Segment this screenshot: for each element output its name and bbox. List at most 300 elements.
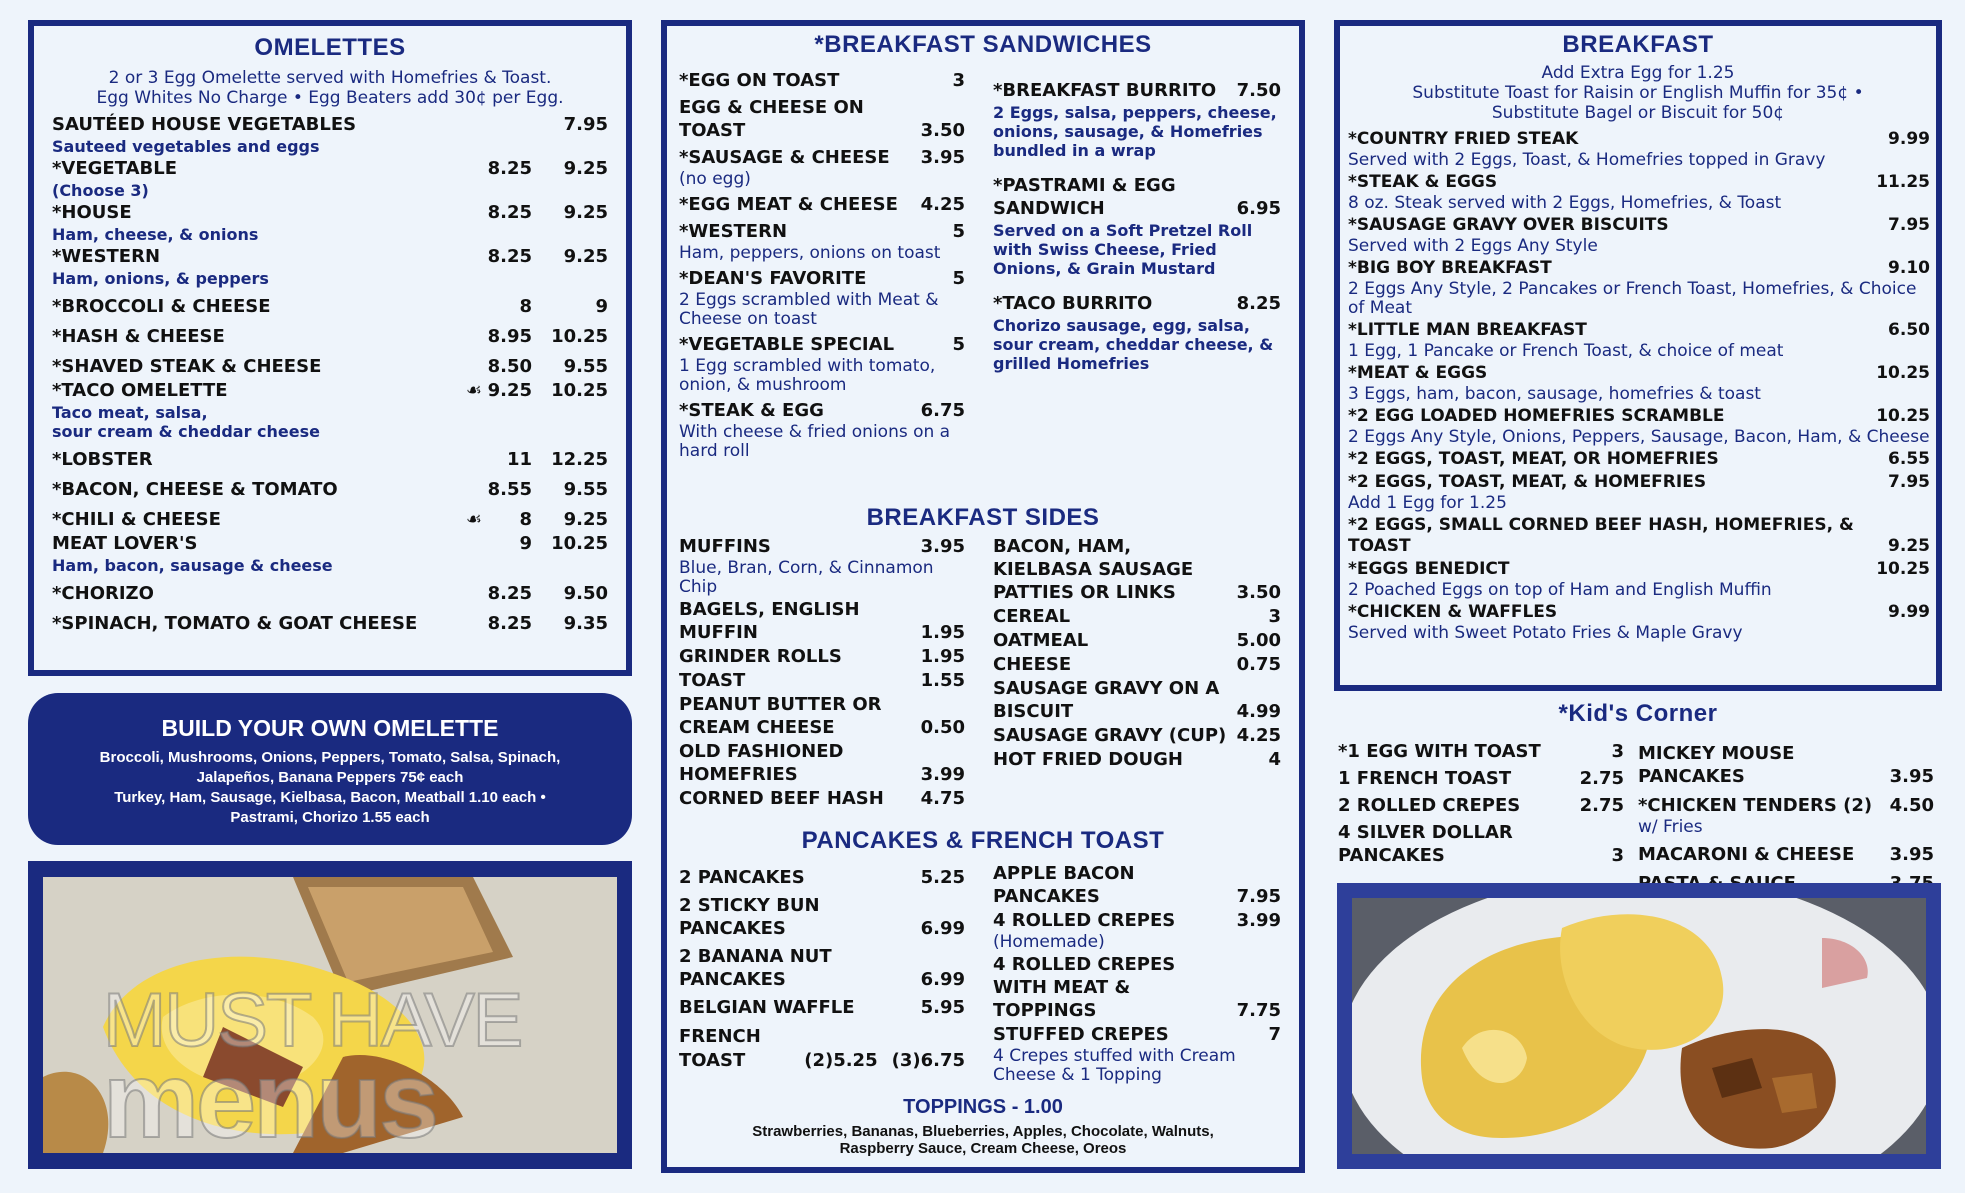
kids-item-price: 2.75 bbox=[1579, 768, 1624, 789]
breakfast-item-price: 9.25 bbox=[1888, 536, 1930, 556]
side-item-name: OLD FASHIONED HOMEFRIES bbox=[679, 741, 844, 785]
omelette-item-price-2egg: 8.50 bbox=[487, 356, 532, 377]
breakfast-item-price: 10.25 bbox=[1876, 559, 1930, 579]
sandwich-item bbox=[679, 69, 965, 92]
omelette-item bbox=[52, 533, 608, 575]
omelette-item-price-2egg: 8.25 bbox=[487, 246, 532, 267]
omelette-item bbox=[52, 202, 608, 244]
kids-item-name: *1 EGG WITH TOAST bbox=[1338, 741, 1541, 762]
breakfast-note-line1: Add Extra Egg for 1.25 bbox=[1541, 63, 1735, 83]
pancakes-title: PANCAKES & FRENCH TOAST bbox=[801, 827, 1165, 854]
breakfast-item bbox=[1348, 258, 1930, 318]
pancake-item-price: 3.99 bbox=[1236, 910, 1281, 931]
pancake-item-row bbox=[993, 1023, 1281, 1046]
benedict-photo-art bbox=[1352, 898, 1926, 1154]
breakfast-item-price: 9.99 bbox=[1888, 129, 1930, 149]
omelette-item-name: *VEGETABLE bbox=[52, 158, 178, 179]
kids-item bbox=[1638, 742, 1934, 788]
pancake-item bbox=[993, 1023, 1281, 1085]
sandwich-item-price: 3.95 bbox=[920, 147, 965, 168]
breakfast-item-desc: Served with 2 Eggs, Toast, & Homefries topped in Gravy bbox=[1348, 150, 1826, 170]
breakfast-item-row bbox=[1348, 559, 1930, 580]
pancakes-right-list bbox=[993, 861, 1281, 1085]
sandwich-item bbox=[993, 174, 1281, 278]
breakfast-list bbox=[1348, 129, 1930, 643]
side-item-price: 3.99 bbox=[920, 764, 965, 785]
pancake-item bbox=[993, 953, 1281, 1022]
side-item-name: MUFFINS bbox=[679, 536, 771, 557]
breakfast-item-row bbox=[1348, 406, 1930, 427]
omelette-item bbox=[52, 246, 608, 288]
sandwich-item-price: 5 bbox=[952, 268, 965, 289]
sandwich-item bbox=[993, 79, 1281, 160]
sandwich-item-price: 8.25 bbox=[1236, 293, 1281, 314]
omelette-item-desc: Ham, cheese, & onions bbox=[52, 225, 259, 244]
breakfast-item-name: *CHICKEN & WAFFLES bbox=[1348, 602, 1558, 622]
breakfast-item-row bbox=[1348, 258, 1930, 279]
breakfast-section bbox=[1334, 20, 1942, 691]
omelette-item bbox=[52, 296, 608, 318]
sandwich-item-desc: 1 Egg scrambled with tomato, onion, & mushroom bbox=[679, 356, 936, 395]
toppings-block bbox=[667, 1096, 1299, 1157]
side-item bbox=[993, 724, 1281, 747]
side-item bbox=[993, 748, 1281, 771]
omelette-item-price-2egg: 9.25 bbox=[487, 380, 532, 401]
sandwich-item-row bbox=[993, 79, 1281, 102]
omelette-item-row bbox=[52, 479, 608, 501]
side-item-price: 0.50 bbox=[920, 717, 965, 738]
omelette-photo-frame bbox=[28, 861, 632, 1169]
pancake-item-name: APPLE BACON PANCAKES bbox=[993, 863, 1135, 907]
breakfast-title: BREAKFAST bbox=[1562, 31, 1714, 58]
sandwich-item-price: 3 bbox=[952, 70, 965, 91]
pancake-item-name: STUFFED CREPES bbox=[993, 1024, 1169, 1045]
pancake-item-price: 5.95 bbox=[920, 997, 965, 1018]
omelette-item-desc: Ham, onions, & peppers bbox=[52, 269, 269, 288]
breakfast-item-row bbox=[1348, 602, 1930, 623]
sandwich-item-desc: 2 Eggs, salsa, peppers, cheese, onions, sausage, & Homefries bundled in a wrap bbox=[993, 103, 1277, 160]
breakfast-item-desc: 1 Egg, 1 Pancake or French Toast, & choice of meat bbox=[1348, 341, 1784, 361]
sandwich-item-row bbox=[679, 69, 965, 92]
build-own-title: BUILD YOUR OWN OMELETTE bbox=[161, 715, 499, 741]
breakfast-item-desc: 2 Eggs Any Style, Onions, Peppers, Sausage, Bacon, Ham, & Cheese bbox=[1348, 427, 1930, 447]
sandwich-item bbox=[679, 220, 965, 263]
breakfast-item-name: *EGGS BENEDICT bbox=[1348, 559, 1510, 579]
side-item-row bbox=[679, 535, 965, 558]
sandwich-item-desc: Ham, peppers, onions on toast bbox=[679, 243, 941, 263]
breakfast-item-price: 6.55 bbox=[1888, 449, 1930, 469]
omelette-item-row bbox=[52, 613, 608, 635]
pancake-item-price: 7.75 bbox=[1236, 1000, 1281, 1021]
kids-item bbox=[1338, 794, 1624, 817]
side-item-price: 1.55 bbox=[920, 670, 965, 691]
kids-item-price: 3 bbox=[1611, 845, 1624, 866]
sandwich-item-price: 3.50 bbox=[920, 120, 965, 141]
sandwich-item bbox=[679, 146, 965, 189]
pancake-item-desc: 4 Crepes stuffed with Cream Cheese & 1 Topping bbox=[993, 1046, 1236, 1085]
sandwich-item-row bbox=[679, 267, 965, 290]
breakfast-item-name: *2 EGGS, TOAST, MEAT, & HOMEFRIES bbox=[1348, 472, 1707, 492]
omelette-item-name: *LOBSTER bbox=[52, 449, 153, 470]
sandwich-item-row bbox=[679, 96, 965, 142]
pancake-item bbox=[679, 894, 965, 940]
sandwich-item-price: 5 bbox=[952, 221, 965, 242]
omelette-item bbox=[52, 449, 608, 471]
omelette-item-price-2egg: 8.25 bbox=[487, 158, 532, 179]
pancake-item-row bbox=[679, 945, 965, 991]
side-item-name: CEREAL bbox=[993, 606, 1071, 627]
omelette-item-row bbox=[52, 202, 608, 224]
omelette-item-name: *HASH & CHEESE bbox=[52, 326, 225, 347]
kids-left-list bbox=[1338, 736, 1624, 895]
side-item-name: SAUSAGE GRAVY (CUP) bbox=[993, 725, 1227, 746]
omelette-item-price-3egg: 10.25 bbox=[551, 533, 608, 554]
chili-pepper-icon: ☙ bbox=[465, 509, 482, 530]
watermark-line2: menus bbox=[103, 1039, 437, 1153]
pancake-item-name: 4 ROLLED CREPES WITH MEAT & TOPPINGS bbox=[993, 954, 1176, 1021]
pancake-item bbox=[679, 996, 965, 1019]
omelette-item-price-3egg: 7.95 bbox=[563, 114, 608, 135]
chili-pepper-icon: ☙ bbox=[465, 380, 482, 401]
omelettes-section bbox=[28, 20, 632, 676]
side-item-name: SAUSAGE GRAVY ON A BISCUIT bbox=[993, 678, 1220, 722]
breakfast-note-line2: Substitute Toast for Raisin or English Muffin for 35¢ • bbox=[1412, 83, 1864, 103]
side-item bbox=[993, 535, 1281, 604]
sides-left-list bbox=[679, 534, 965, 810]
sandwich-item-price: 6.95 bbox=[1236, 198, 1281, 219]
omelette-item-price-3egg: 9.25 bbox=[563, 158, 608, 179]
pancake-item-price: 6.99 bbox=[920, 969, 965, 990]
side-item bbox=[993, 653, 1281, 676]
omelette-item-price-3egg: 9.50 bbox=[563, 583, 608, 604]
build-own-omelette-panel bbox=[28, 693, 632, 845]
breakfast-item-row bbox=[1348, 449, 1930, 470]
omelette-item-row bbox=[52, 296, 608, 318]
french-toast-price-2: (2)5.25 bbox=[804, 1050, 878, 1071]
omelette-item-price-3egg: 10.25 bbox=[551, 380, 608, 401]
side-item-row bbox=[993, 535, 1281, 604]
sandwich-item bbox=[679, 193, 965, 216]
omelette-item-row bbox=[52, 158, 608, 180]
pancake-item-price: 7 bbox=[1268, 1024, 1281, 1045]
breakfast-item-name: *2 EGGS, SMALL CORNED BEEF HASH, HOMEFRIES, & TOAST bbox=[1348, 515, 1854, 556]
omelette-item-price-3egg: 9.25 bbox=[563, 202, 608, 223]
sides-right-list bbox=[993, 534, 1281, 810]
pancake-item bbox=[993, 909, 1281, 952]
omelette-item-price-2egg: 9 bbox=[519, 533, 532, 554]
side-item-name: OATMEAL bbox=[993, 630, 1089, 651]
breakfast-item-price: 6.50 bbox=[1888, 320, 1930, 340]
omelette-item-name: *HOUSE bbox=[52, 202, 132, 223]
side-item-name: GRINDER ROLLS bbox=[679, 646, 842, 667]
omelette-item bbox=[52, 583, 608, 605]
kids-item-name: 2 ROLLED CREPES bbox=[1338, 795, 1521, 816]
side-item-price: 3.95 bbox=[920, 536, 965, 557]
sandwich-item-price: 4.25 bbox=[920, 194, 965, 215]
omelettes-note-line1: 2 or 3 Egg Omelette served with Homefries & Toast. bbox=[108, 68, 552, 88]
pancake-item bbox=[679, 945, 965, 991]
breakfast-item-name: *COUNTRY FRIED STEAK bbox=[1348, 129, 1579, 149]
sandwich-item bbox=[993, 292, 1281, 373]
breakfast-item-desc: Add 1 Egg for 1.25 bbox=[1348, 493, 1507, 513]
omelette-item-price-3egg: 9 bbox=[595, 296, 608, 317]
kids-right-list bbox=[1638, 736, 1934, 895]
build-own-veg-line1: Broccoli, Mushrooms, Onions, Peppers, Tomato, Salsa, Spinach, bbox=[99, 749, 561, 766]
breakfast-item bbox=[1348, 129, 1930, 170]
omelette-item-row bbox=[52, 583, 608, 605]
omelette-item-name: *CHILI & CHEESE bbox=[52, 509, 221, 530]
sandwich-item-desc: Served on a Soft Pretzel Roll with Swiss Cheese, Fried Onions, & Grain Mustard bbox=[993, 221, 1253, 278]
sandwich-item-name: *VEGETABLE SPECIAL bbox=[679, 334, 895, 355]
benedict-photo bbox=[1352, 898, 1926, 1154]
side-item-name: CORNED BEEF HASH bbox=[679, 788, 884, 809]
pancake-item-row bbox=[993, 909, 1281, 932]
build-own-meat-line2: Pastrami, Chorizo 1.55 each bbox=[230, 809, 430, 826]
kids-item-name: 4 SILVER DOLLAR PANCAKES bbox=[1338, 822, 1513, 866]
side-item-row bbox=[679, 693, 965, 739]
breakfast-item-price: 11.25 bbox=[1876, 172, 1930, 192]
breakfast-item-price: 9.99 bbox=[1888, 602, 1930, 622]
sandwich-item-price: 5 bbox=[952, 334, 965, 355]
omelette-item-row bbox=[52, 509, 608, 531]
breakfast-item-price: 10.25 bbox=[1876, 363, 1930, 383]
omelette-item bbox=[52, 158, 608, 200]
omelette-item-row bbox=[52, 380, 608, 402]
sandwiches-left-list bbox=[679, 65, 965, 461]
kids-item-price: 3.95 bbox=[1889, 766, 1934, 787]
side-item-row bbox=[679, 669, 965, 692]
breakfast-item-row bbox=[1348, 515, 1930, 557]
kids-item-row bbox=[1338, 767, 1624, 790]
omelette-item-price-2egg: 8.25 bbox=[487, 613, 532, 634]
sandwich-item-name: *EGG ON TOAST bbox=[679, 70, 840, 91]
breakfast-item-price: 7.95 bbox=[1888, 472, 1930, 492]
omelette-item-name: *TACO OMELETTE bbox=[52, 380, 228, 401]
sandwich-item-name: *EGG MEAT & CHEESE bbox=[679, 194, 898, 215]
pancake-item-name: 4 ROLLED CREPES bbox=[993, 910, 1176, 931]
kids-item-name: MACARONI & CHEESE bbox=[1638, 844, 1855, 865]
watermark-line1: MUST HAVE bbox=[103, 978, 522, 1063]
toppings-line1: Strawberries, Bananas, Blueberries, Apples, Chocolate, Walnuts, bbox=[752, 1123, 1214, 1140]
sandwich-item-desc: With cheese & fried onions on a hard roll bbox=[679, 422, 951, 461]
omelette-item bbox=[52, 509, 608, 531]
kids-item-row bbox=[1338, 794, 1624, 817]
side-item-name: BAGELS, ENGLISH MUFFIN bbox=[679, 599, 860, 643]
side-item-price: 1.95 bbox=[920, 646, 965, 667]
kids-title: *Kid's Corner bbox=[1558, 700, 1718, 727]
breakfast-item-row bbox=[1348, 320, 1930, 341]
pancake-item-price: 7.95 bbox=[1236, 886, 1281, 907]
breakfast-item bbox=[1348, 449, 1930, 470]
side-item-row bbox=[993, 653, 1281, 676]
breakfast-item bbox=[1348, 320, 1930, 361]
kids-item-name: MICKEY MOUSE PANCAKES bbox=[1638, 743, 1795, 787]
omelette-item-price-2egg: 8.25 bbox=[487, 583, 532, 604]
side-item-price: 0.75 bbox=[1236, 654, 1281, 675]
kids-item-desc: w/ Fries bbox=[1638, 817, 1703, 837]
kids-item bbox=[1338, 821, 1624, 867]
side-item-price: 3 bbox=[1268, 606, 1281, 627]
kids-item-row bbox=[1638, 794, 1934, 817]
omelette-item-price-3egg: 9.55 bbox=[563, 356, 608, 377]
omelette-item-price-3egg: 9.35 bbox=[563, 613, 608, 634]
omelette-item-row bbox=[52, 449, 608, 471]
pancake-item-name: BELGIAN WAFFLE bbox=[679, 997, 855, 1018]
omelette-item-name: *SHAVED STEAK & CHEESE bbox=[52, 356, 322, 377]
sandwich-item-row bbox=[679, 146, 965, 169]
side-item bbox=[679, 645, 965, 668]
omelettes-note bbox=[34, 68, 626, 108]
sandwich-item-row bbox=[679, 399, 965, 422]
sandwich-item-desc: Chorizo sausage, egg, salsa, sour cream, cheddar cheese, & grilled Homefries bbox=[993, 316, 1274, 373]
side-item-price: 3.50 bbox=[1236, 582, 1281, 603]
omelette-item-name: MEAT LOVER'S bbox=[52, 533, 198, 554]
breakfast-item-desc: 3 Eggs, ham, bacon, sausage, homefries & toast bbox=[1348, 384, 1761, 404]
kids-item-row bbox=[1338, 740, 1624, 763]
sandwich-item bbox=[679, 333, 965, 395]
omelette-item-price-2egg: 8.55 bbox=[487, 479, 532, 500]
breakfast-item-price: 9.10 bbox=[1888, 258, 1930, 278]
breakfast-note-line3: Substitute Bagel or Biscuit for 50¢ bbox=[1491, 103, 1785, 123]
side-item bbox=[679, 787, 965, 810]
omelette-item-name: *SPINACH, TOMATO & GOAT CHEESE bbox=[52, 613, 418, 634]
sandwiches-right-list bbox=[993, 65, 1281, 461]
breakfast-item-desc: 8 oz. Steak served with 2 Eggs, Homefries, & Toast bbox=[1348, 193, 1782, 213]
omelette-item-price-3egg: 10.25 bbox=[551, 326, 608, 347]
breakfast-item bbox=[1348, 363, 1930, 404]
pancake-item-price: 6.99 bbox=[920, 918, 965, 939]
side-item bbox=[993, 677, 1281, 723]
sides-title: BREAKFAST SIDES bbox=[866, 504, 1100, 531]
omelette-item bbox=[52, 114, 608, 156]
kids-item bbox=[1338, 740, 1624, 763]
side-item-price: 4.25 bbox=[1236, 725, 1281, 746]
pancake-item-name: 2 STICKY BUN PANCAKES bbox=[679, 895, 820, 939]
breakfast-item-row bbox=[1348, 363, 1930, 384]
kids-item bbox=[1638, 843, 1934, 866]
breakfast-item-name: *STEAK & EGGS bbox=[1348, 172, 1498, 192]
omelettes-note-line2: Egg Whites No Charge • Egg Beaters add 30¢ per Egg. bbox=[96, 88, 564, 108]
omelette-item-price-2egg: 11 bbox=[506, 449, 532, 470]
omelette-item-price-3egg: 9.25 bbox=[563, 246, 608, 267]
breakfast-item bbox=[1348, 515, 1930, 557]
pancake-item-row bbox=[679, 996, 965, 1019]
side-item-price: 4.99 bbox=[1236, 701, 1281, 722]
side-item-row bbox=[679, 787, 965, 810]
sandwich-item bbox=[679, 399, 965, 461]
omelette-item-name: SAUTÉED HOUSE VEGETABLES bbox=[52, 114, 357, 135]
kids-item-price: 4.50 bbox=[1889, 795, 1934, 816]
side-item-name: HOT FRIED DOUGH bbox=[993, 749, 1183, 770]
omelette-item-price-2egg: 8.25 bbox=[487, 202, 532, 223]
sandwich-item-row bbox=[679, 333, 965, 356]
kids-item-row bbox=[1638, 742, 1934, 788]
omelette-item-row bbox=[52, 356, 608, 378]
breakfast-item-name: *2 EGG LOADED HOMEFRIES SCRAMBLE bbox=[1348, 406, 1725, 426]
side-item bbox=[679, 535, 965, 597]
french-toast-item bbox=[679, 1025, 965, 1073]
breakfast-item bbox=[1348, 559, 1930, 600]
breakfast-item bbox=[1348, 215, 1930, 256]
sandwich-item-row bbox=[679, 220, 965, 243]
omelette-item bbox=[52, 326, 608, 348]
omelette-item-row bbox=[52, 533, 608, 555]
pancake-item-price: 5.25 bbox=[920, 867, 965, 888]
breakfast-note bbox=[1340, 63, 1936, 123]
breakfast-item-row bbox=[1348, 129, 1930, 150]
breakfast-item-desc: 2 Poached Eggs on top of Ham and English Muffin bbox=[1348, 580, 1772, 600]
pancake-item-row bbox=[993, 953, 1281, 1022]
side-item bbox=[679, 669, 965, 692]
omelette-item-desc: (Choose 3) bbox=[52, 181, 149, 200]
sandwich-item-row bbox=[679, 193, 965, 216]
french-toast-price-3: (3)6.75 bbox=[891, 1050, 965, 1071]
kids-item-price: 2.75 bbox=[1579, 795, 1624, 816]
breakfast-item bbox=[1348, 472, 1930, 513]
side-item-row bbox=[993, 629, 1281, 652]
omelette-item-name: *BROCCOLI & CHEESE bbox=[52, 296, 271, 317]
omelette-item-row bbox=[52, 114, 608, 136]
side-item-desc: Blue, Bran, Corn, & Cinnamon Chip bbox=[679, 558, 934, 597]
breakfast-item-desc: Served with 2 Eggs Any Style bbox=[1348, 236, 1598, 256]
kids-item-price: 3.95 bbox=[1889, 844, 1934, 865]
omelette-item-price-2egg: 8 bbox=[519, 509, 532, 530]
side-item-name: TOAST bbox=[679, 670, 746, 691]
side-item-row bbox=[993, 724, 1281, 747]
breakfast-item-row bbox=[1348, 172, 1930, 193]
sandwich-item-price: 7.50 bbox=[1236, 80, 1281, 101]
omelette-item-name: *BACON, CHEESE & TOMATO bbox=[52, 479, 338, 500]
kids-item bbox=[1638, 794, 1934, 837]
pancake-item-desc: (Homemade) bbox=[993, 932, 1105, 952]
kids-item-name: *CHICKEN TENDERS (2) bbox=[1638, 795, 1873, 816]
sandwich-item-row bbox=[993, 174, 1281, 220]
side-item bbox=[993, 629, 1281, 652]
kids-item bbox=[1338, 767, 1624, 790]
sandwich-item bbox=[679, 267, 965, 329]
sandwich-item-price: 6.75 bbox=[920, 400, 965, 421]
omelette-item-name: *WESTERN bbox=[52, 246, 161, 267]
pancake-item-row bbox=[679, 866, 965, 889]
omelette-item-desc: Taco meat, salsa, sour cream & cheddar cheese bbox=[52, 403, 320, 441]
middle-section bbox=[661, 20, 1305, 1173]
breakfast-item-name: *SAUSAGE GRAVY OVER BISCUITS bbox=[1348, 215, 1669, 235]
omelette-photo bbox=[43, 877, 617, 1153]
pancakes-left-list bbox=[679, 861, 965, 1085]
breakfast-item-row bbox=[1348, 215, 1930, 236]
sandwich-item bbox=[679, 96, 965, 142]
toppings-title: TOPPINGS - 1.00 bbox=[903, 1096, 1063, 1118]
side-item-row bbox=[993, 677, 1281, 723]
breakfast-item bbox=[1348, 602, 1930, 643]
pancake-item bbox=[679, 866, 965, 889]
side-item bbox=[679, 598, 965, 644]
kids-item-row bbox=[1338, 821, 1624, 867]
build-own-meat-line1: Turkey, Ham, Sausage, Kielbasa, Bacon, Meatball 1.10 each • bbox=[114, 789, 546, 806]
side-item-price: 5.00 bbox=[1236, 630, 1281, 651]
side-item-row bbox=[679, 645, 965, 668]
pancake-item-row bbox=[993, 862, 1281, 908]
omelettes-list bbox=[52, 114, 608, 635]
build-own-veg-line2: Jalapeños, Banana Peppers 75¢ each bbox=[196, 769, 464, 786]
sandwich-item-name: EGG & CHEESE ON TOAST bbox=[679, 97, 864, 141]
omelette-item-row bbox=[52, 246, 608, 268]
omelettes-title: OMELETTES bbox=[254, 34, 406, 61]
omelette-item-price-2egg: 8.95 bbox=[487, 326, 532, 347]
breakfast-item-name: *BIG BOY BREAKFAST bbox=[1348, 258, 1552, 278]
omelette-item-price-3egg: 12.25 bbox=[551, 449, 608, 470]
toppings-line2: Raspberry Sauce, Cream Cheese, Oreos bbox=[839, 1140, 1127, 1157]
